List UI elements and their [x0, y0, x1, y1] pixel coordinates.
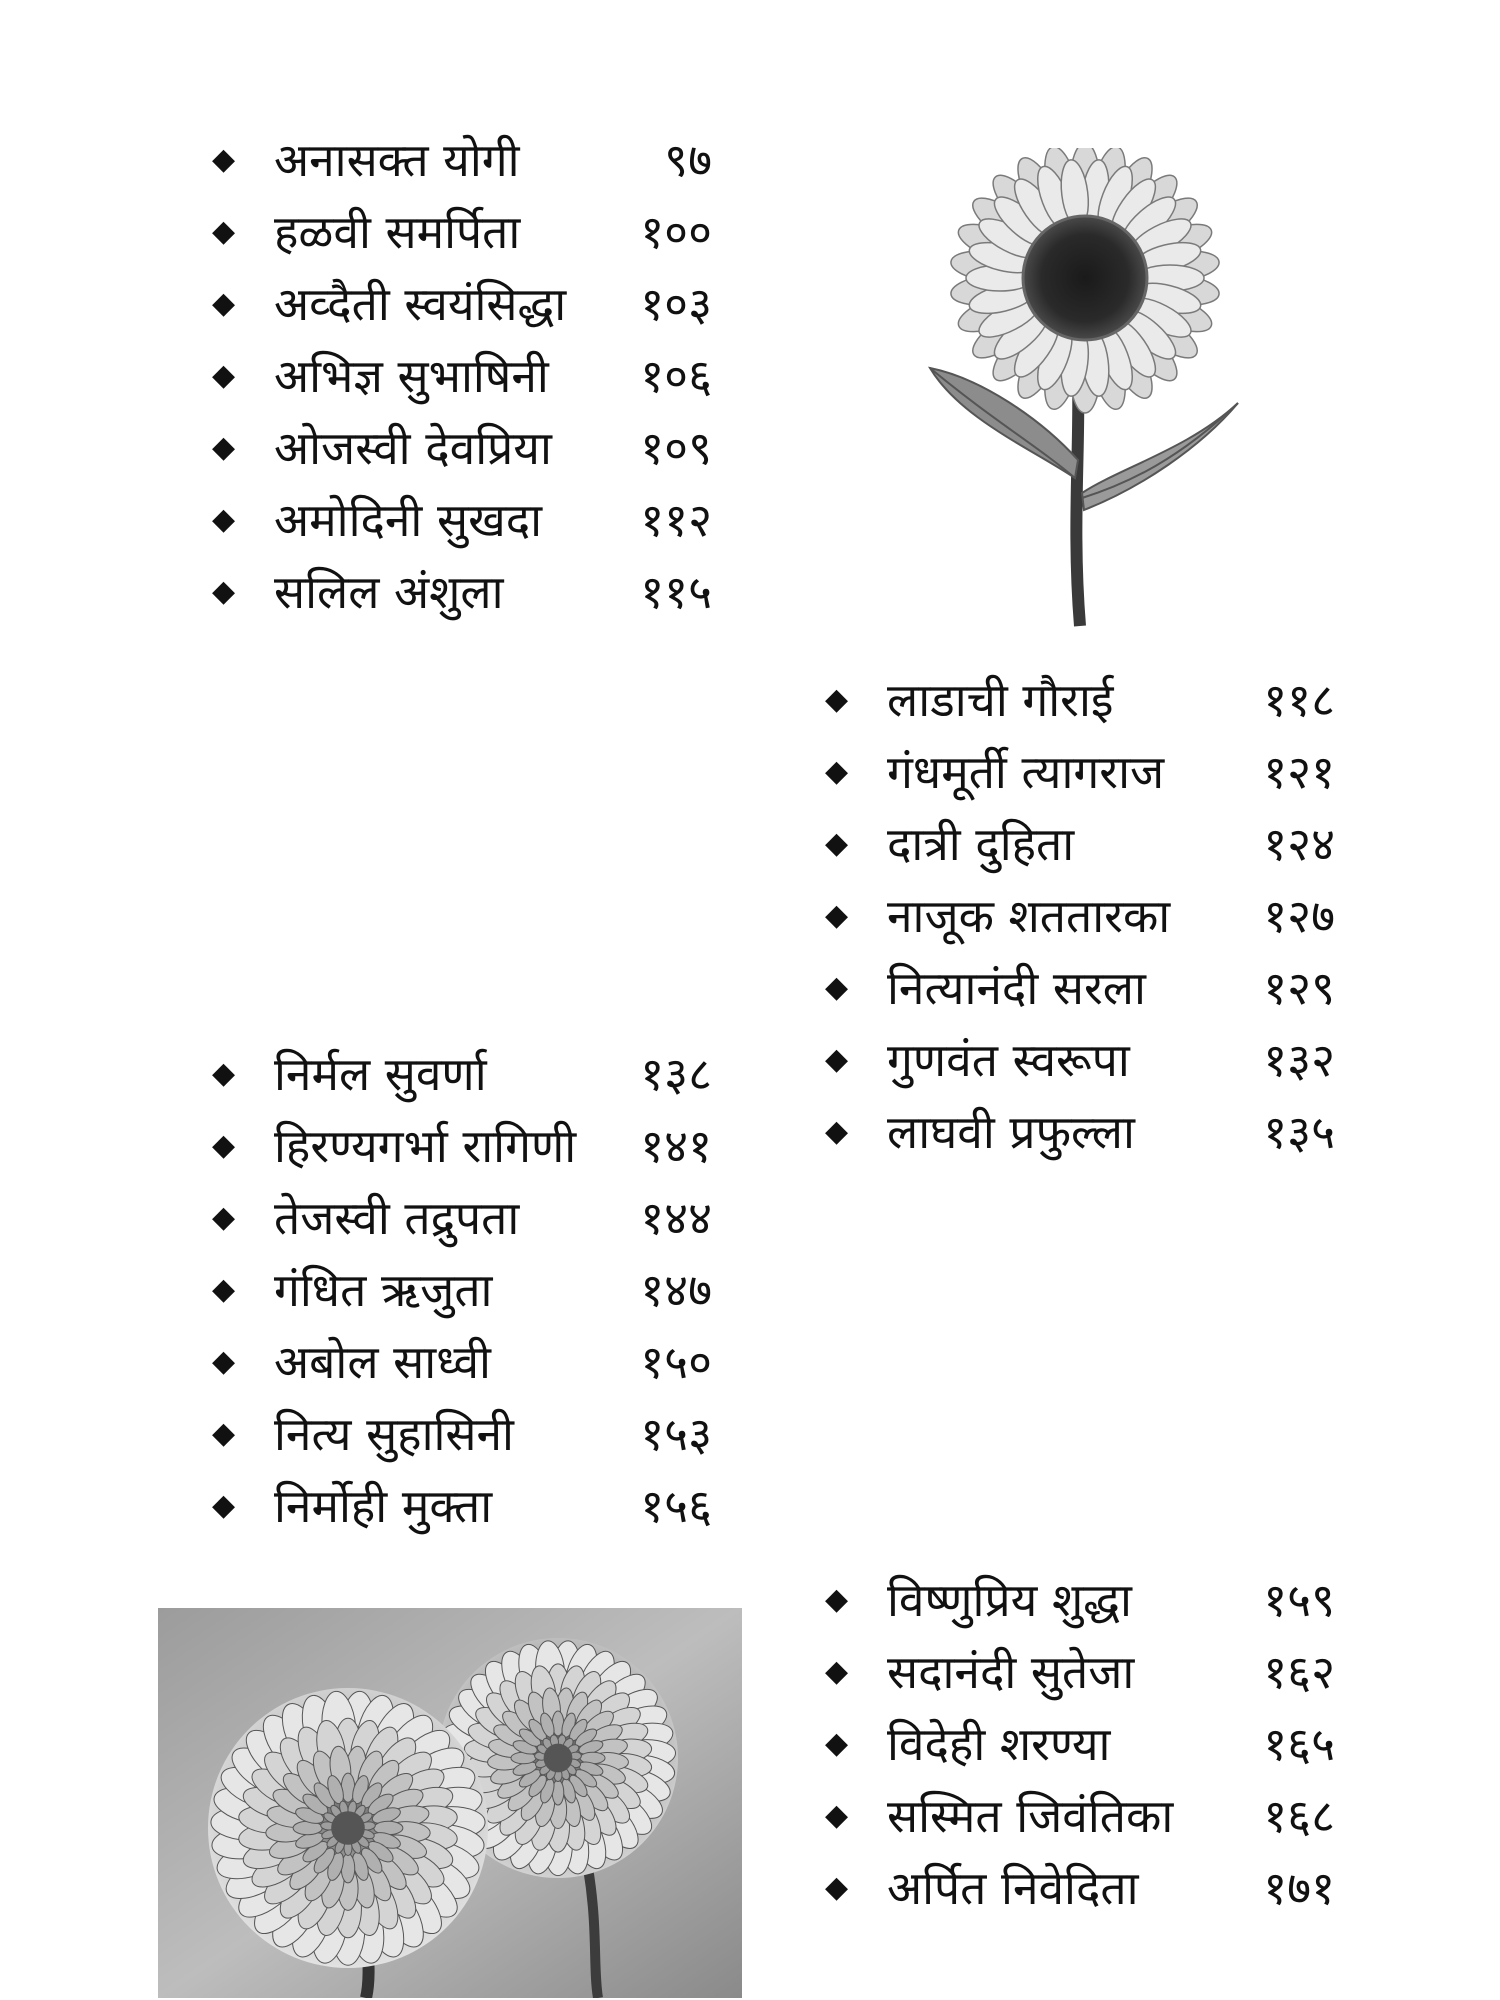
diamond-bullet-icon: ◆ [212, 1344, 236, 1379]
diamond-bullet-icon: ◆ [825, 970, 849, 1005]
entry-title: अर्पित निवेदिता [887, 1861, 1139, 1915]
toc-entry [825, 1780, 1335, 1852]
entry-page-number: ११५ [640, 565, 712, 619]
toc-entry [825, 1708, 1335, 1780]
entry-title: विदेही शरण्या [887, 1717, 1111, 1771]
toc-entry [825, 1096, 1335, 1168]
entry-title: अव्दैती स्वयंसिद्धा [274, 277, 567, 331]
entry-page-number: ११८ [1263, 673, 1335, 727]
entry-page-number: १२७ [1263, 889, 1335, 943]
toc-entry [212, 1038, 712, 1110]
entry-title: गुणवंत स्वरूपा [887, 1033, 1130, 1087]
entry-page-number: १२४ [1263, 817, 1335, 871]
toc-entry [825, 1564, 1335, 1636]
entry-title: लाडाची गौराई [887, 673, 1114, 727]
diamond-bullet-icon: ◆ [212, 1128, 236, 1163]
entry-title: नाजूक शततारका [887, 889, 1171, 943]
entry-page-number: १२१ [1263, 745, 1335, 799]
entry-title: ओजस्वी देवप्रिया [274, 421, 552, 475]
entry-title: हळवी समर्पिता [274, 205, 521, 259]
entry-title: तेजस्वी तद्रुपता [274, 1191, 520, 1245]
diamond-bullet-icon: ◆ [825, 1870, 849, 1905]
toc-entry [212, 1326, 712, 1398]
diamond-bullet-icon: ◆ [212, 1488, 236, 1523]
diamond-bullet-icon: ◆ [825, 1726, 849, 1761]
diamond-bullet-icon: ◆ [212, 1056, 236, 1091]
entry-page-number: १४७ [640, 1263, 712, 1317]
entry-page-number: १५९ [1263, 1573, 1335, 1627]
entry-page-number: १४४ [640, 1191, 712, 1245]
toc-group-4 [825, 1564, 1335, 1924]
entry-page-number: १०६ [640, 349, 712, 403]
sunflower-illustration [920, 148, 1250, 628]
entry-page-number: १६२ [1263, 1645, 1335, 1699]
toc-entry [825, 1852, 1335, 1924]
diamond-bullet-icon: ◆ [825, 1654, 849, 1689]
entry-page-number: ११२ [640, 493, 712, 547]
toc-entry [212, 1182, 712, 1254]
entry-title: सलिल अंशुला [274, 565, 504, 619]
entry-title: नित्य सुहासिनी [274, 1407, 514, 1461]
dahlia-center [331, 1811, 365, 1845]
diamond-bullet-icon: ◆ [212, 574, 236, 609]
diamond-bullet-icon: ◆ [825, 682, 849, 717]
entry-page-number: १४१ [640, 1119, 712, 1173]
toc-entry [212, 556, 712, 628]
toc-entry [212, 1470, 712, 1542]
toc-entry [825, 808, 1335, 880]
diamond-bullet-icon: ◆ [825, 1114, 849, 1149]
toc-group-3 [212, 1038, 712, 1542]
entry-title: नित्यानंदी सरला [887, 961, 1146, 1015]
diamond-bullet-icon: ◆ [212, 430, 236, 465]
toc-entry [825, 736, 1335, 808]
diamond-bullet-icon: ◆ [212, 1200, 236, 1235]
toc-group-2 [825, 664, 1335, 1168]
diamond-bullet-icon: ◆ [825, 898, 849, 933]
diamond-bullet-icon: ◆ [212, 502, 236, 537]
diamond-bullet-icon: ◆ [212, 142, 236, 177]
entry-page-number: १०९ [640, 421, 712, 475]
entry-page-number: १५० [640, 1335, 712, 1389]
entry-title: लाघवी प्रफुल्ला [887, 1105, 1135, 1159]
toc-entry [212, 1110, 712, 1182]
toc-entry [212, 196, 712, 268]
entry-title: हिरण्यगर्भा रागिणी [274, 1119, 577, 1173]
entry-page-number: १२९ [1263, 961, 1335, 1015]
diamond-bullet-icon: ◆ [825, 754, 849, 789]
dahlia-center [544, 1744, 573, 1773]
entry-title: गंधमूर्ती त्यागराज [887, 745, 1165, 799]
entry-page-number: १०० [640, 205, 712, 259]
entry-title: गंधित ऋजुता [274, 1263, 493, 1317]
entry-title: अबोल साध्वी [274, 1335, 491, 1389]
entry-page-number: १६५ [1263, 1717, 1335, 1771]
entry-title: अनासक्त योगी [274, 133, 520, 187]
entry-page-number: १३५ [1263, 1105, 1335, 1159]
toc-entry [825, 1636, 1335, 1708]
entry-page-number: १५६ [640, 1479, 712, 1533]
toc-entry [212, 340, 712, 412]
toc-entry [825, 1024, 1335, 1096]
entry-title: दात्री दुहिता [887, 817, 1075, 871]
entry-title: अभिज्ञ सुभाषिनी [274, 349, 549, 403]
toc-entry [212, 268, 712, 340]
entry-title: सदानंदी सुतेजा [887, 1645, 1135, 1699]
toc-entry [212, 124, 712, 196]
diamond-bullet-icon: ◆ [212, 214, 236, 249]
diamond-bullet-icon: ◆ [212, 1416, 236, 1451]
entry-page-number: ९७ [664, 133, 712, 187]
diamond-bullet-icon: ◆ [825, 1042, 849, 1077]
entry-page-number: १६८ [1263, 1789, 1335, 1843]
entry-title: अमोदिनी सुखदा [274, 493, 543, 547]
diamond-bullet-icon: ◆ [212, 358, 236, 393]
entry-title: निर्मोही मुक्ता [274, 1479, 493, 1533]
diamond-bullet-icon: ◆ [825, 826, 849, 861]
toc-entry [825, 880, 1335, 952]
toc-entry [212, 1254, 712, 1326]
toc-entry [825, 664, 1335, 736]
diamond-bullet-icon: ◆ [825, 1582, 849, 1617]
toc-group-1 [212, 124, 712, 628]
toc-entry [212, 412, 712, 484]
toc-entry [212, 484, 712, 556]
entry-page-number: १७१ [1263, 1861, 1335, 1915]
diamond-bullet-icon: ◆ [212, 286, 236, 321]
entry-page-number: १३२ [1263, 1033, 1335, 1087]
diamond-bullet-icon: ◆ [212, 1272, 236, 1307]
dahlia-photograph [158, 1608, 742, 1998]
entry-title: सस्मित जिवंतिका [887, 1789, 1174, 1843]
diamond-bullet-icon: ◆ [825, 1798, 849, 1833]
entry-page-number: १०३ [640, 277, 712, 331]
entry-title: विष्णुप्रिय शुद्धा [887, 1573, 1132, 1627]
entry-page-number: १५३ [640, 1407, 712, 1461]
toc-entry [212, 1398, 712, 1470]
toc-entry [825, 952, 1335, 1024]
entry-page-number: १३८ [640, 1047, 712, 1101]
entry-title: निर्मल सुवर्णा [274, 1047, 487, 1101]
